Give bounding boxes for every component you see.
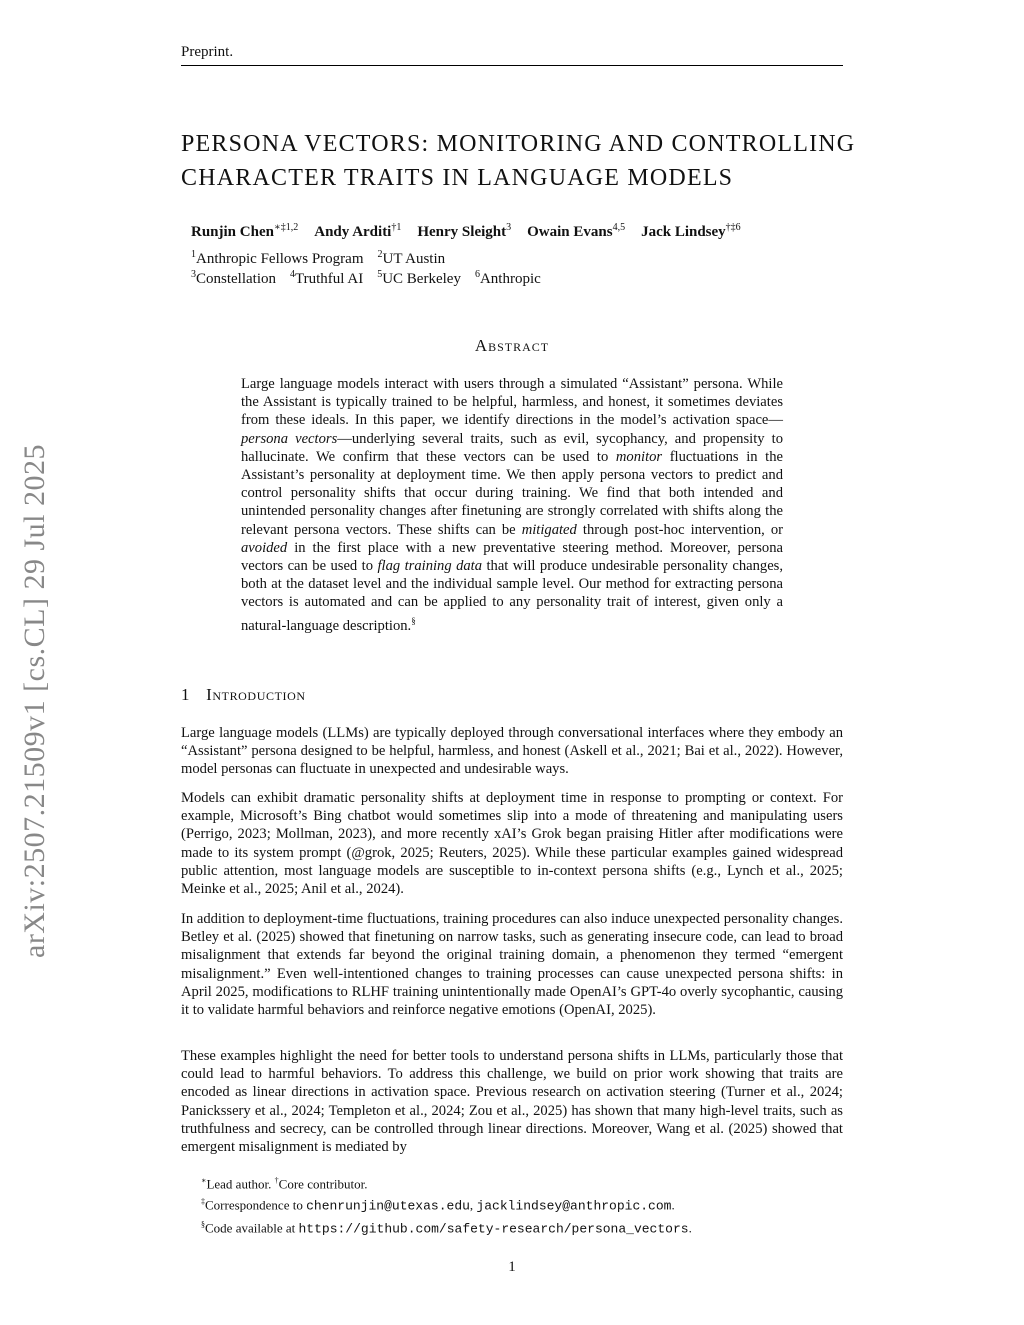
affiliation: $^4$Truthful AI [290,269,364,287]
footnote-code: §Code available at https://github.com/safety-research/persona_vectors. [201,1219,692,1236]
author-name: Andy Arditi$^{\dagger 1}$ [314,222,402,240]
affiliation: $^5$UC Berkeley [377,269,461,287]
intro-paragraph-3: In addition to deployment-time fluctuations, training procedures can also induce unexpected personality changes. Betley et al. (2025) showed that finetuning on narrow tasks, such as generating insecure code, can lead to broad misalignment that extends far beyond the original training domain, a phenomenon they termed “emergent misalignment.” Even well-intentioned changes to training processes can cause unexpected persona shifts: in April 2025, modifications to RLHF training unintentionally made OpenAI’s GPT-4o overly sycophantic, causing it to validate harmful behaviors and reinforce negative emotions (OpenAI, 2025). [181,911,843,1019]
paper-title: PERSONA VECTORS: MONITORING AND CONTROLLING CHARACTER TRAITS IN LANGUAGE MODELS [181,131,856,191]
abstract-text: that will produce undesirable personality changes, both at the dataset level and the individual sample level. Our method for extracting persona vectors is automated and can be applied to any personality trait of interest, given only a natural-language description. [241,558,784,634]
abstract-text: through post-hoc intervention, or [576,521,783,538]
abstract-text: —underlying several traits, such as evil, sycophancy, and propensity to hallucinate. We confirm that these vectors can be used to [241,430,783,465]
affiliation: $^2$UT Austin [377,249,446,267]
footnote-contributions: ∗Lead author. †Core contributor. [201,1176,368,1192]
author-name: Henry Sleight$^3$ [417,222,512,240]
section-number: 1 [181,685,191,704]
intro-paragraph-4: These examples highlight the need for better tools to understand persona shifts in LLMs, particularly those that could lead to harmful behaviors. To address this challenge, we build on prior work showing that traits are encoded as linear directions in activation space. Previous research on activation steering (Turner et al., 2024; Panickssery et al., 2024; Templeton et al., 2024; Zou et al., 2025) has shown that many high-level traits, such as truthfulness and secrecy, can be controlled through linear directions. Moreover, Wang et al. (2025) showed that emergent misalignment is mediated by [181,1048,843,1156]
abstract-body [241,375,783,635]
footnotes [201,1172,692,1238]
arxiv-identifier-stamp: arXiv:2507.21509v1 [cs.CL] 29 Jul 2025 [18,444,51,958]
footnote-marker: § [411,615,416,626]
abstract-text: Large language models interact with users through a simulated “Assistant” persona. While the Assistant is typically trained to be helpful, harmless, and honest, it sometimes deviates from these ideals. In this paper, we identify directions in the model’s activation space— [241,376,783,429]
footnote-correspondence: ‡Correspondence to chenrunjin@utexas.edu, jacklindsey@anthropic.com. [201,1197,675,1214]
abstract-emphasis: flag training data [377,558,483,575]
author-name: Jack Lindsey$^{\dagger\ddagger 6}$ [641,222,741,240]
author-list [191,222,757,241]
code-url-link[interactable]: https://github.com/safety-research/persona_vectors [298,1220,689,1236]
author-name: Runjin Chen$^{∗\ddagger 1,2}$ [191,222,299,240]
email-link-1[interactable]: chenrunjin@utexas.edu [306,1198,470,1214]
author-name: Owain Evans$^{4,5}$ [527,222,626,240]
affiliation: $^3$Constellation [191,269,276,287]
email-link-2[interactable]: jacklindsey@anthropic.com [476,1198,672,1214]
abstract-emphasis: mitigated [521,521,577,538]
abstract-emphasis: monitor [615,448,663,465]
header-rule [181,65,843,66]
section-title: Introduction [206,685,306,704]
affiliation: $^1$Anthropic Fellows Program [191,249,364,267]
affiliation: $^6$Anthropic [474,269,541,287]
affiliations-line-2 [191,269,555,288]
intro-paragraph-1: Large language models (LLMs) are typically deployed through conversational interfaces where they embody an “Assistant” persona designed to be helpful, harmless, and honest (Askell et al., 2021; Bai et al., 2022). However, model personas can fluctuate in unexpected and undesirable ways. [181,725,843,778]
affiliations-line-1 [191,249,459,268]
intro-paragraph-2: Models can exhibit dramatic personality shifts at deployment time in response to prompting or context. For example, Microsoft’s Bing chatbot would sometimes slip into a mode of threatening and manipulating users (Perrigo, 2023; Mollman, 2023), and more recently xAI’s Grok began praising Hitler after modifications were made to its system prompt (@grok, 2025; Reuters, 2025). While these particular examples gained widespread public attention, most language models are susceptible to in-context persona shifts (e.g., Lynch et al., 2025; Meinke et al., 2025; Anil et al., 2024). [181,790,843,898]
abstract-emphasis: avoided [241,539,288,556]
abstract-text: in the first place with a new preventative steering method. Moreover, persona vectors can be used to [241,539,783,575]
section-heading-introduction [181,685,306,705]
abstract-emphasis: persona vectors [241,430,338,447]
page-number: 1 [508,1259,516,1275]
abstract-text: fluctuations in the Assistant’s personality at deployment time. We then apply persona vectors to predict and control personality shifts that occur during training. We find that both intended and unintended personality changes after finetuning are strongly correlated with shifts along the relevant persona vectors. These shifts can be [241,448,783,538]
abstract-heading: Abstract [474,336,550,355]
running-header: Preprint. [181,44,234,60]
